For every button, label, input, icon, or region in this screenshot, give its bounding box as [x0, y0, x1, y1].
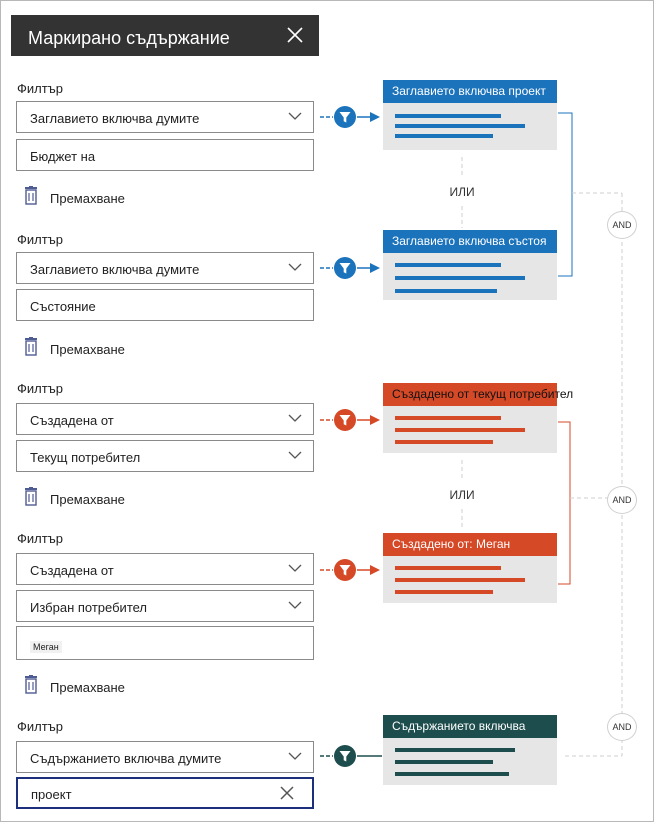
remove-filter-button[interactable]	[22, 675, 142, 697]
trash-icon	[22, 675, 40, 695]
result-card-title: Заглавието включва проект	[383, 80, 557, 103]
filter-value-dropdown[interactable]	[16, 590, 314, 622]
or-connector: ИЛИ	[448, 178, 476, 206]
result-card-line	[395, 114, 501, 118]
chevron-down-icon	[288, 751, 302, 761]
filter-value-input[interactable]	[16, 777, 314, 809]
chevron-down-icon	[288, 450, 302, 460]
filter-type-value: Заглавието включва думите	[30, 262, 200, 277]
result-card-body	[383, 103, 557, 150]
result-card-title: Заглавието включва състоя	[383, 230, 557, 253]
trash-icon	[22, 337, 40, 357]
filter-value-dropdown[interactable]	[16, 440, 314, 472]
trash-icon	[22, 186, 40, 206]
filter-type-dropdown[interactable]	[16, 252, 314, 284]
result-card	[383, 715, 557, 785]
panel-title: Маркирано съдържание	[28, 28, 230, 48]
or-connector: ИЛИ	[448, 481, 476, 509]
filter-type-value: Съдържанието включва думите	[30, 751, 222, 766]
result-card-line	[395, 772, 509, 776]
result-card	[383, 383, 574, 453]
filter-label: Филтър	[17, 719, 64, 734]
result-card-line	[395, 289, 497, 293]
remove-filter-label: Премахване	[50, 680, 125, 695]
and-connector: AND	[607, 486, 637, 514]
filter-type-dropdown[interactable]	[16, 553, 314, 585]
chevron-down-icon	[288, 600, 302, 610]
filter-label: Филтър	[17, 81, 64, 96]
filter-funnel-icon	[333, 105, 357, 129]
result-card	[383, 80, 557, 150]
result-card	[383, 533, 557, 603]
filter-value-text: Текущ потребител	[30, 450, 141, 465]
selected-user-chip[interactable]: Меган	[30, 641, 62, 653]
chevron-down-icon	[288, 111, 302, 121]
chevron-down-icon	[288, 563, 302, 573]
result-card-line	[395, 428, 525, 432]
chevron-down-icon	[288, 413, 302, 423]
filter-value-text: Състояние	[30, 299, 96, 314]
filter-value-text: проект	[31, 787, 72, 802]
and-connector: AND	[607, 713, 637, 741]
clear-icon[interactable]	[280, 785, 294, 801]
filter-value-input[interactable]	[16, 139, 314, 171]
remove-filter-label: Премахване	[50, 191, 125, 206]
result-card-body	[383, 253, 557, 300]
result-card-title: Съдържанието включва	[383, 715, 557, 738]
result-card-line	[395, 760, 493, 764]
filter-funnel-icon	[333, 256, 357, 280]
filter-label: Филтър	[17, 381, 64, 396]
filter-value-text: Бюджет на	[30, 149, 96, 164]
filter-value-input[interactable]	[16, 289, 314, 321]
result-card-line	[395, 124, 525, 128]
filter-type-dropdown[interactable]	[16, 101, 314, 133]
filter-label: Филтър	[17, 232, 64, 247]
and-connector: AND	[607, 211, 637, 239]
result-card-title: Създадено от текущ потребител	[383, 383, 557, 406]
filter-type-value: Създадена от	[30, 413, 114, 428]
filter-funnel-icon	[333, 558, 357, 582]
remove-filter-button[interactable]	[22, 186, 142, 208]
filter-type-dropdown[interactable]	[16, 403, 314, 435]
filter-type-value: Заглавието включва думите	[30, 111, 200, 126]
result-card-line	[395, 748, 515, 752]
result-card-line	[395, 440, 493, 444]
result-card-body	[383, 738, 557, 785]
result-card-title: Създадено от: Меган	[383, 533, 557, 556]
remove-filter-button[interactable]	[22, 337, 142, 359]
result-card	[383, 230, 557, 300]
trash-icon	[22, 487, 40, 507]
result-card-line	[395, 416, 501, 420]
remove-filter-button[interactable]	[22, 487, 142, 509]
filter-type-dropdown[interactable]	[16, 741, 314, 773]
user-picker-input[interactable]	[16, 626, 314, 660]
remove-filter-label: Премахване	[50, 492, 125, 507]
result-card-body	[383, 406, 557, 453]
result-card-line	[395, 566, 501, 570]
chevron-down-icon	[288, 262, 302, 272]
result-card-line	[395, 134, 493, 138]
result-card-line	[395, 578, 525, 582]
filter-funnel-icon	[333, 744, 357, 768]
filter-value-text: Избран потребител	[30, 600, 148, 615]
result-card-line	[395, 276, 525, 280]
result-card-body	[383, 556, 557, 603]
remove-filter-label: Премахване	[50, 342, 125, 357]
filter-funnel-icon	[333, 408, 357, 432]
result-card-line	[395, 263, 501, 267]
filter-type-value: Създадена от	[30, 563, 114, 578]
filter-label: Филтър	[17, 531, 64, 546]
result-card-line	[395, 590, 493, 594]
